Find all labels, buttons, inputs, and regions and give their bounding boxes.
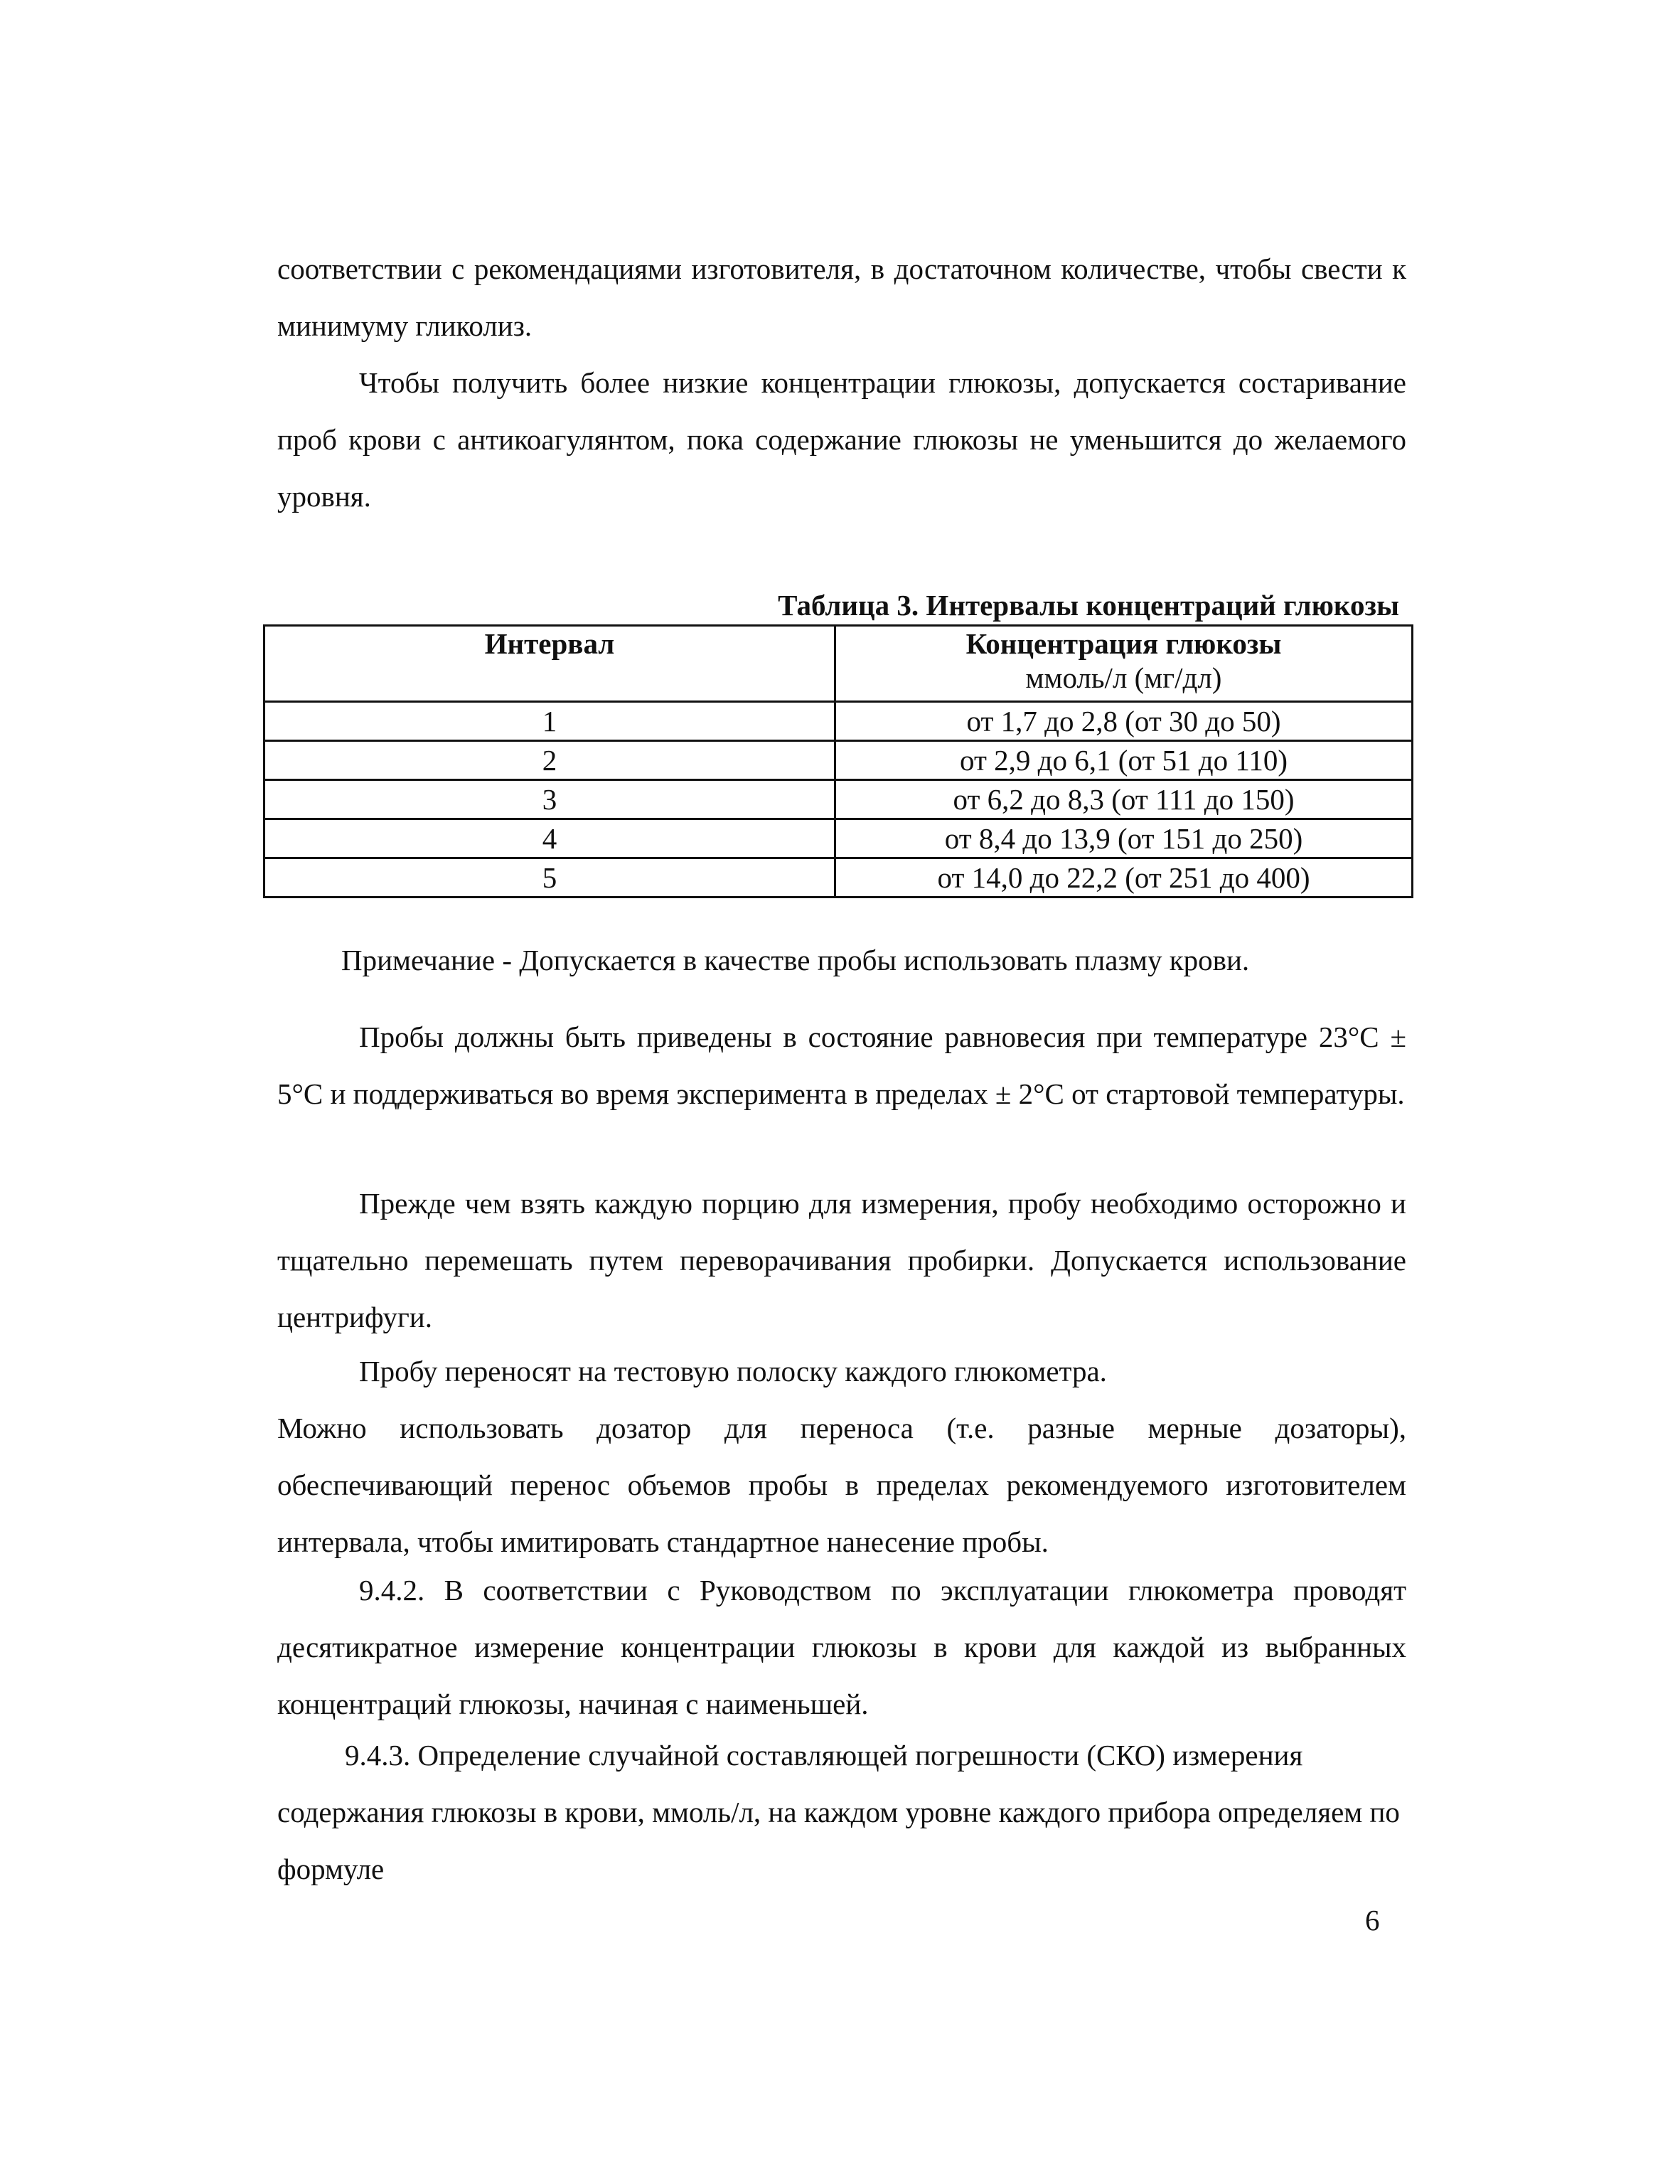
- table-row: [264, 819, 1413, 858]
- header-concentration-unit: ммоль/л (мг/дл): [1025, 661, 1222, 694]
- paragraph-mixing: Прежде чем взять каждую порцию для измерения, пробу необходимо осторожно и тщательно перемешать путем переворачивания пробирки. Допускается использование центрифуги.: [277, 1187, 1406, 1333]
- paragraph-section-9-4-2: 9.4.2. В соответствии с Руководством по эксплуатации глюкометра проводят десятикратное измерение концентрации глюкозы в крови для каждой из выбранных концентраций глюкозы, начиная с наименьшей.: [277, 1574, 1406, 1720]
- table-header-row: [264, 626, 1413, 702]
- page-number: 6: [1365, 1904, 1380, 1937]
- cell-range: от 2,9 до 6,1 (от 51 до 110): [835, 741, 1413, 780]
- cell-interval: 2: [264, 741, 835, 780]
- table-row: [264, 741, 1413, 780]
- cell-range: от 1,7 до 2,8 (от 30 до 50): [835, 702, 1413, 741]
- paragraph-temperature-equilibrium: Пробы должны быть приведены в состояние равновесия при температуре 23°С ± 5°С и поддерживаться во время эксперимента в пределах ± 2°С от стартовой температуры.: [277, 1021, 1406, 1110]
- table-row: [264, 702, 1413, 741]
- table-row: [264, 858, 1413, 897]
- header-interval: Интервал: [264, 626, 835, 702]
- cell-interval: 3: [264, 780, 835, 819]
- paragraph-sample-transfer: [277, 1343, 1406, 1570]
- paragraph-section-9-4-3: 9.4.3. Определение случайной составляющей погрешности (СКО) измерения содержания глюкозы в крови, ммоль/л, на каждом уровне каждого прибора определяем по формуле: [277, 1739, 1400, 1885]
- paragraph-dispenser: Можно использовать дозатор для переноса (т.е. разные мерные дозаторы), обеспечивающий перенос объемов пробы в пределах рекомендуемого изготовителем интервала, чтобы имитировать стандартное нанесение пробы.: [277, 1412, 1406, 1558]
- paragraph-aging-samples: Чтобы получить более низкие концентрации глюкозы, допускается состаривание проб крови с антикоагулянтом, пока содержание глюкозы не уменьшится до желаемого уровня.: [277, 366, 1406, 513]
- glucose-intervals-table: [263, 624, 1413, 898]
- paragraph-sample-transfer-line: Пробу переносят на тестовую полоску каждого глюкометра.: [359, 1355, 1107, 1387]
- cell-range: от 6,2 до 8,3 (от 111 до 150): [835, 780, 1413, 819]
- cell-range: от 8,4 до 13,9 (от 151 до 250): [835, 819, 1413, 858]
- table-caption: Таблица 3. Интервалы концентраций глюкозы: [778, 589, 1399, 622]
- table-row: [264, 780, 1413, 819]
- cell-interval: 4: [264, 819, 835, 858]
- cell-range: от 14,0 до 22,2 (от 251 до 400): [835, 858, 1413, 897]
- cell-interval: 1: [264, 702, 835, 741]
- header-concentration: [835, 626, 1413, 702]
- table-note: Примечание - Допускается в качестве пробы использовать плазму крови.: [341, 944, 1250, 976]
- cell-interval: 5: [264, 858, 835, 897]
- paragraph-sample-preparation-continued: соответствии с рекомендациями изготовителя, в достаточном количестве, чтобы свести к минимуму гликолиз.: [277, 252, 1406, 342]
- header-concentration-label: Концентрация глюкозы: [965, 627, 1282, 660]
